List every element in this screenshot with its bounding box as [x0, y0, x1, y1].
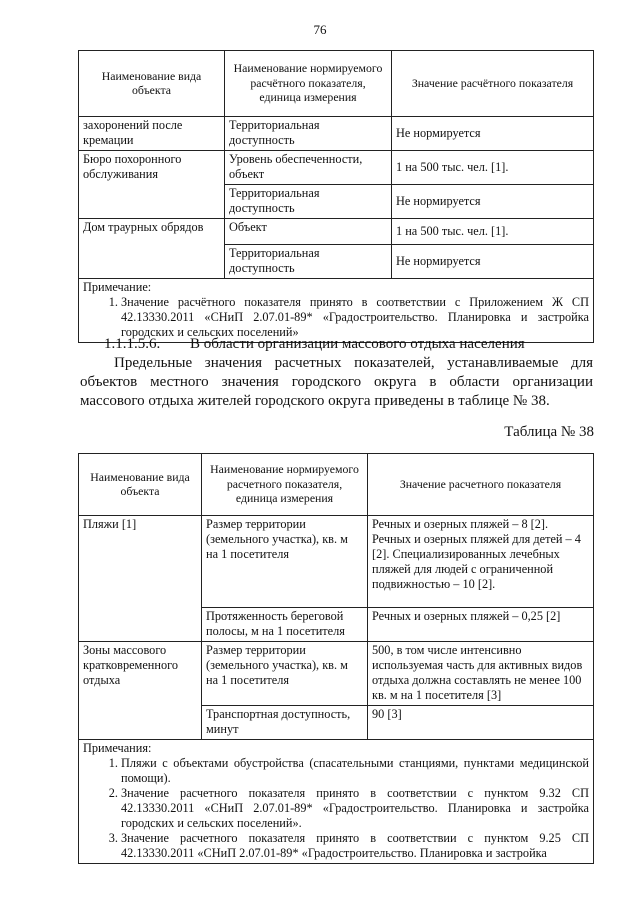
table-cell: 90 [3]: [368, 706, 594, 740]
page-number: 76: [313, 22, 327, 37]
table-cell: Протяженность береговой полосы, м на 1 посетителя: [202, 608, 368, 642]
table-caption: Таблица № 38: [504, 424, 594, 440]
column-header: Значение расчетного показателя: [368, 454, 594, 516]
table-cell: Объект: [225, 219, 392, 245]
table-cell: Речных и озерных пляжей – 8 [2]. Речных и озерных пляжей для детей – 4 [2]. Специализированных лечебных пляжей для людей с ограниченной подвижностью – 10 [2].: [368, 516, 594, 608]
notes-list: [83, 756, 589, 861]
table-note: [79, 740, 594, 864]
note-title: Примечание:: [83, 280, 152, 294]
note-title: Примечания:: [83, 741, 152, 755]
column-header: Наименование вида объекта: [79, 51, 225, 117]
table-cell: захоронений после кремации: [79, 117, 225, 151]
table-cell: Размер территории (земельного участка), кв. м на 1 посетителя: [202, 516, 368, 608]
table-row: [79, 117, 594, 151]
table-cell: 1 на 500 тыс. чел. [1].: [392, 151, 594, 185]
table-header-row: [79, 454, 594, 516]
notes-list: [83, 295, 589, 340]
table-cell: Территориальная доступность: [225, 117, 392, 151]
table-cell: Не нормируется: [392, 185, 594, 219]
column-header: Наименование нормируемого расчётного показателя, единица измерения: [225, 51, 392, 117]
table-cell: Пляжи [1]: [79, 516, 202, 642]
table-cell: Речных и озерных пляжей – 0,25 [2]: [368, 608, 594, 642]
section-heading: [104, 336, 525, 353]
table-row: [79, 219, 594, 245]
table-cell: Не нормируется: [392, 245, 594, 279]
table-cell: 1 на 500 тыс. чел. [1].: [392, 219, 594, 245]
note-item: 1. Значение расчётного показателя принято в соответствии с Приложением Ж СП 42.13330.2011 «СНиП 2.07.01-89* «Градостроительство. Планировка и застройка городских и сельских поселений»: [121, 295, 589, 340]
note-item: 1. Пляжи с объектами обустройства (спасательными станциями, пунктами медицинской помощи).: [121, 756, 589, 786]
column-header: Наименование нормируемого расчетного показателя, единица измерения: [202, 454, 368, 516]
column-header: Наименование вида объекта: [79, 454, 202, 516]
table-cell: Дом траурных обрядов: [79, 219, 225, 279]
table-row: [79, 642, 594, 706]
table-cell: Размер территории (земельного участка), кв. м на 1 посетителя: [202, 642, 368, 706]
table-row: [79, 516, 594, 608]
table-header-row: [79, 51, 594, 117]
table-cell: 500, в том числе интенсивно используемая часть для активных видов отдыха должна составлять не менее 100 кв. м на 1 посетителя [3]: [368, 642, 594, 706]
table-cell: Не нормируется: [392, 117, 594, 151]
section-number: 1.1.1.5.6.: [104, 336, 161, 352]
table-2: [78, 453, 594, 864]
table-row: [79, 151, 594, 185]
note-item: 2. Значение расчетного показателя принято в соответствии с пунктом 9.32 СП 42.13330.2011 «СНиП 2.07.01-89* «Градостроительство. Планировка и застройка городских и сельских поселений».: [121, 786, 589, 831]
table-note-row: [79, 740, 594, 864]
table-note: [79, 279, 594, 343]
table-cell: Территориальная доступность: [225, 245, 392, 279]
section-paragraph: Предельные значения расчетных показателей, устанавливаемые для объектов местного значения городского округа в области организации массового отдыха жителей городского округа приведены в таблице № 38.: [80, 355, 593, 409]
note-item: 3. Значение расчетного показателя принято в соответствии с пунктом 9.25 СП 42.13330.2011 «СНиП 2.07.01-89* «Градостроительство. Планировка и застройка: [121, 831, 589, 861]
section-title: В области организации массового отдыха населения: [190, 336, 525, 352]
table-cell: Уровень обеспеченности, объект: [225, 151, 392, 185]
table-cell: Транспортная доступность, минут: [202, 706, 368, 740]
table-1: [78, 50, 594, 343]
table-cell: Территориальная доступность: [225, 185, 392, 219]
table-cell: Бюро похоронного обслуживания: [79, 151, 225, 219]
column-header: Значение расчётного показателя: [392, 51, 594, 117]
table-cell: Зоны массового кратковременного отдыха: [79, 642, 202, 740]
table-note-row: [79, 279, 594, 343]
